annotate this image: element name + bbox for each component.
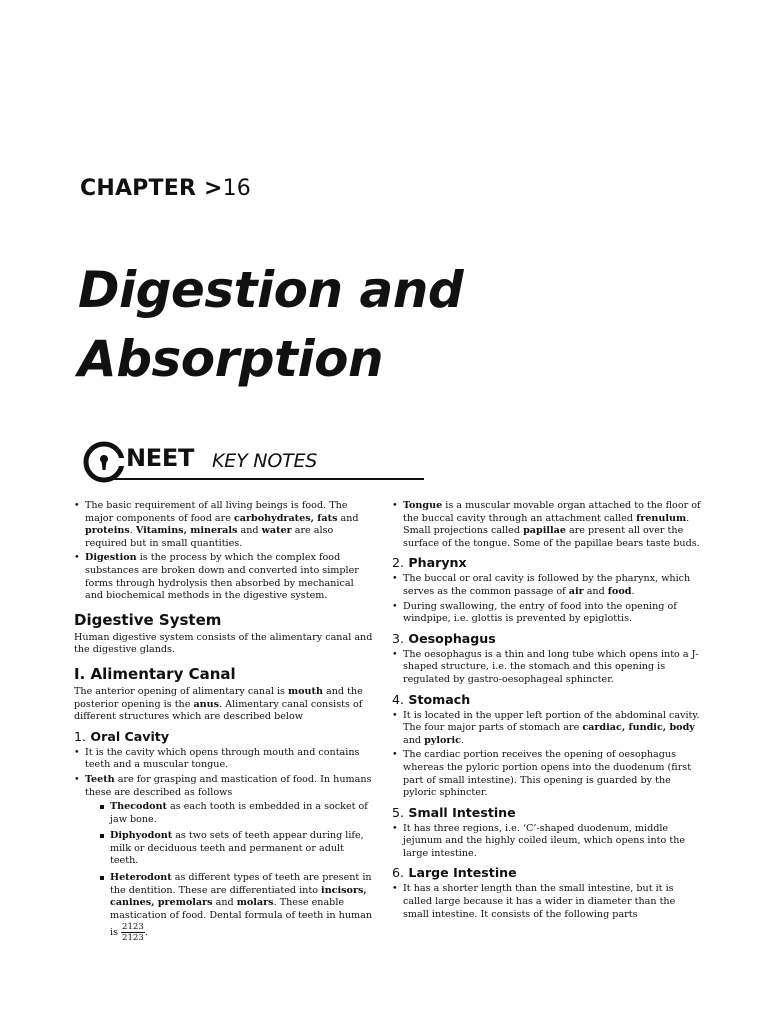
teeth-sub-diphyodont: Diphyodont as two sets of teeth appear during life, milk or deciduous teeth and permanent or adult teeth.: [99, 830, 374, 868]
chapter-number: 16: [222, 176, 251, 201]
large-intestine-bullet: • It has a shorter length than the small intestine, but it is called large because it has a wider in diameter than the small intestine. It consists of the following parts: [392, 883, 704, 921]
page-title: [78, 256, 463, 394]
neet-key-notes-banner: [82, 440, 352, 484]
left-column: [74, 500, 374, 947]
heading-oral-cavity: 1. Oral Cavity: [74, 728, 170, 744]
right-column: [392, 500, 704, 923]
teeth-sub-thecodont: Thecodont as each tooth is embedded in a socket of jaw bone.: [99, 801, 374, 826]
pharynx-bullet-swallowing: • During swallowing, the entry of food into the opening of windpipe, i.e. glottis is prevented by epiglottis.: [392, 601, 704, 626]
oesophagus-bullet: • The oesophagus is a thin and long tube which opens into a J-shaped structure, i.e. the stomach and this opening is regulated by gastro-oesophageal sphincter.: [392, 649, 704, 687]
heading-pharynx: 2. Pharynx: [392, 555, 467, 571]
teeth-sub-heterodont: Heterodont as different types of teeth are present in the dentition. These are differentiated into incisors, canines, premolars and molars. These enable mastication of food. Dental formula of teeth in human is $\frac{2123}{2123}$ .: [99, 872, 374, 943]
digestive-system-text: Human digestive system consists of the alimentary canal and the digestive glands.: [74, 631, 373, 656]
key-notes-label: KEY NOTES: [212, 450, 318, 472]
oral-cavity-list: [74, 747, 374, 944]
stomach-bullet-location: • It is located in the upper left portion of the abdominal cavity. The four major parts of stomach are cardiac, fundic, body and pyloric.: [392, 710, 704, 748]
title-line-1: Digestion and: [78, 261, 464, 319]
alimentary-canal-text: The anterior opening of alimentary canal is mouth and the posterior opening is the anus. Alimentary canal consists of different structures which are described below: [74, 685, 363, 723]
tongue-list: [392, 500, 704, 550]
banner-underline: [104, 478, 424, 480]
stomach-bullet-portions: • The cardiac portion receives the opening of oesophagus whereas the pyloric portion opens into the duodenum (first part of small intestine). This opening is guarded by the pyloric sphincter.: [392, 749, 704, 799]
oral-bullet-cavity: • It is the cavity which opens through mouth and contains teeth and a muscular tongue.: [74, 747, 374, 772]
heading-large-intestine: 6. Large Intestine: [392, 865, 517, 881]
tongue-bullet: • Tongue is a muscular movable organ attached to the floor of the buccal cavity through an attachment called frenulum. Small projections called papillae are present all over the surface of the tongue. Some of the papillae bears taste buds.: [392, 500, 704, 550]
teeth-sublist: [85, 801, 374, 943]
pharynx-list: [392, 573, 704, 625]
chapter-separator: >: [203, 176, 223, 201]
intro-list: [74, 500, 374, 603]
chapter-word: CHAPTER: [80, 176, 197, 201]
oral-bullet-teeth: • Teeth are for grasping and mastication of food. In humans these are described as follows Thecodont as each tooth is embedded in a socket of jaw bone. Diphyodont as two sets of teeth appear during life, milk or deciduous teeth and permanent or adult teeth. Heterodont as different types of teeth are present in the dentition. These are differentiated into incisors, canines, premolars and molars. These enable mastication of food. Dental formula of teeth in human is $\frac{2123}{2123}$ .: [74, 774, 374, 944]
title-line-2: Absorption: [78, 330, 384, 388]
heading-small-intestine: 5. Small Intestine: [392, 804, 516, 820]
heading-digestive-system: Digestive System: [74, 610, 222, 629]
large-intestine-list: [392, 883, 704, 921]
small-intestine-list: [392, 823, 704, 861]
neet-label: NEET: [126, 444, 195, 472]
heading-stomach: 4. Stomach: [392, 691, 471, 707]
heading-alimentary-canal: I. Alimentary Canal: [74, 664, 236, 683]
oesophagus-list: [392, 649, 704, 687]
stomach-list: [392, 710, 704, 800]
intro-bullet-digestion: • Digestion is the process by which the complex food substances are broken down and converted into simpler forms through hydrolysis then absorbed by mechanical and biochemical methods in the digestive system.: [74, 552, 374, 602]
intro-bullet-food: • The basic requirement of all living beings is food. The major components of food are carbohydrates, fats and proteins. Vitamins, minerals and water are also required but in small quantities.: [74, 500, 374, 550]
pharynx-bullet-passage: • The buccal or oral cavity is followed by the pharynx, which serves as the common passage of air and food.: [392, 573, 704, 598]
chapter-label: [80, 176, 251, 201]
heading-oesophagus: 3. Oesophagus: [392, 630, 496, 646]
dental-formula-fraction: $\frac{2123}{2123}$: [122, 922, 144, 944]
small-intestine-bullet: • It has three regions, i.e. ‘C’-shaped duodenum, middle jejunum and the highly coiled ileum, which opens into the large intestine.: [392, 823, 704, 861]
